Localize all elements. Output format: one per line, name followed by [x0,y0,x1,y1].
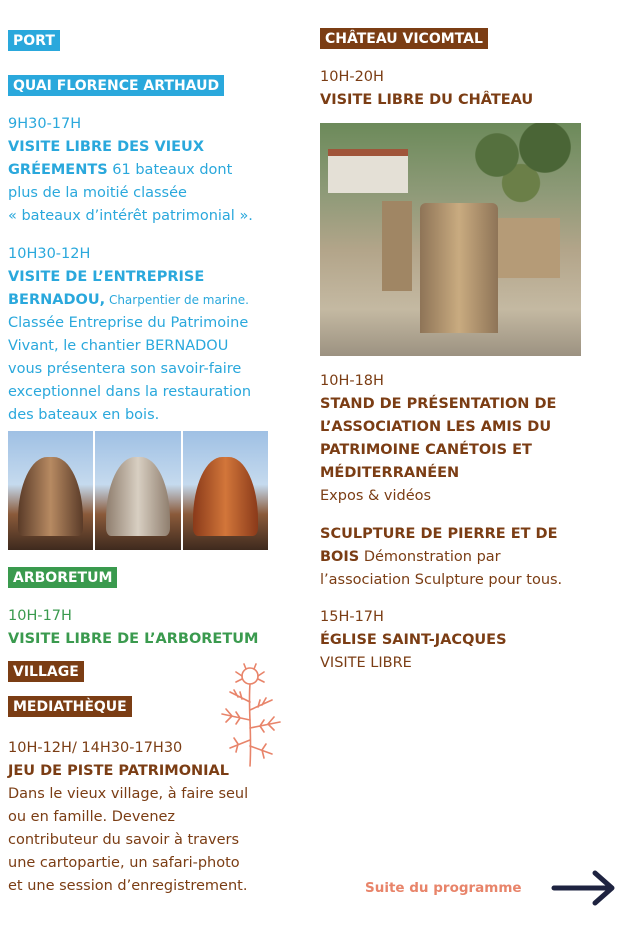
flower-illustration-icon [200,662,300,767]
event-title: STAND DE PRÉSENTATION DE [320,396,557,412]
event-eglise-saint-jacques [320,606,620,675]
event-description-line: une cartopartie, un safari-photo [8,855,240,871]
event-time: 10H-17H [8,608,72,624]
arrow-right-icon[interactable] [551,868,617,908]
boat-photo [95,431,180,550]
suite-du-programme-link[interactable]: Suite du programme [365,880,522,896]
event-description-line: plus de la moitié classée [8,185,187,201]
chateau-vicomtal-tag: CHÂTEAU VICOMTAL [320,28,488,49]
event-description-line: Dans le vieux village, à faire seul [8,786,249,802]
village-tag: VILLAGE [8,661,84,682]
event-description-line: des bateaux en bois. [8,407,160,423]
event-vieux-greements [8,113,298,228]
event-title-continued: GRÉEMENTS [8,162,108,178]
event-time: 10H30-12H [8,246,91,262]
event-time: 10H-18H [320,373,384,389]
arboretum-tag: ARBORETUM [8,567,117,588]
event-time: 9H30-17H [8,116,82,132]
boat-photo [183,431,268,550]
event-description-line: l’association Sculpture pour tous. [320,572,563,588]
event-title: VISITE DE L’ENTREPRISE [8,269,205,285]
event-time: 10H-12H/ 14H30-17H30 [8,740,183,756]
event-visite-chateau [320,66,620,112]
event-title: MÉDITERRANÉEN [320,465,460,481]
boat-photo [8,431,93,550]
event-description-line: « bateaux d’intérêt patrimonial ». [8,208,253,224]
event-title: VISITE LIBRE DES VIEUX [8,139,205,155]
event-title: L’ASSOCIATION LES AMIS DU [320,419,552,435]
event-description-line: vous présentera son savoir-faire [8,361,242,377]
event-description: VISITE LIBRE [320,655,412,671]
event-description-line: et une session d’enregistrement. [8,878,248,894]
boat-photos [8,431,268,550]
event-title: VISITE LIBRE DU CHÂTEAU [320,92,534,108]
event-description: Démonstration par [359,549,501,565]
event-title: PATRIMOINE CANÉTOIS ET [320,442,532,458]
mediatheque-tag: MEDIATHÈQUE [8,696,132,717]
event-description: 61 bateaux dont [107,162,233,178]
castle-photo [320,123,581,356]
port-tag: PORT [8,30,60,51]
event-description-line: Classée Entreprise du Patrimoine [8,315,249,331]
quai-florence-arthaud-tag: QUAI FLORENCE ARTHAUD [8,75,224,96]
event-sculpture [320,523,620,592]
event-description-line: exceptionnel dans la restauration [8,384,252,400]
event-arboretum [8,605,298,651]
event-description-line: ou en famille. Devenez [8,809,176,825]
event-time: 10H-20H [320,69,384,85]
event-subtitle: Charpentier de marine. [105,293,249,307]
event-title: VISITE LIBRE DE L’ARBORETUM [8,631,259,647]
event-title: JEU DE PISTE PATRIMONIAL [8,763,230,779]
event-description: Expos & vidéos [320,488,432,504]
event-description-line: contributeur du savoir à travers [8,832,240,848]
event-stand-presentation [320,370,620,508]
event-time: 15H-17H [320,609,384,625]
event-title: ÉGLISE SAINT-JACQUES [320,632,507,648]
event-entreprise-bernadou [8,243,298,427]
event-description-line: Vivant, le chantier BERNADOU [8,338,229,354]
event-title-continued: BERNADOU, [8,292,106,308]
event-title: SCULPTURE DE PIERRE ET DE [320,526,558,542]
event-title-continued: BOIS [320,549,360,565]
